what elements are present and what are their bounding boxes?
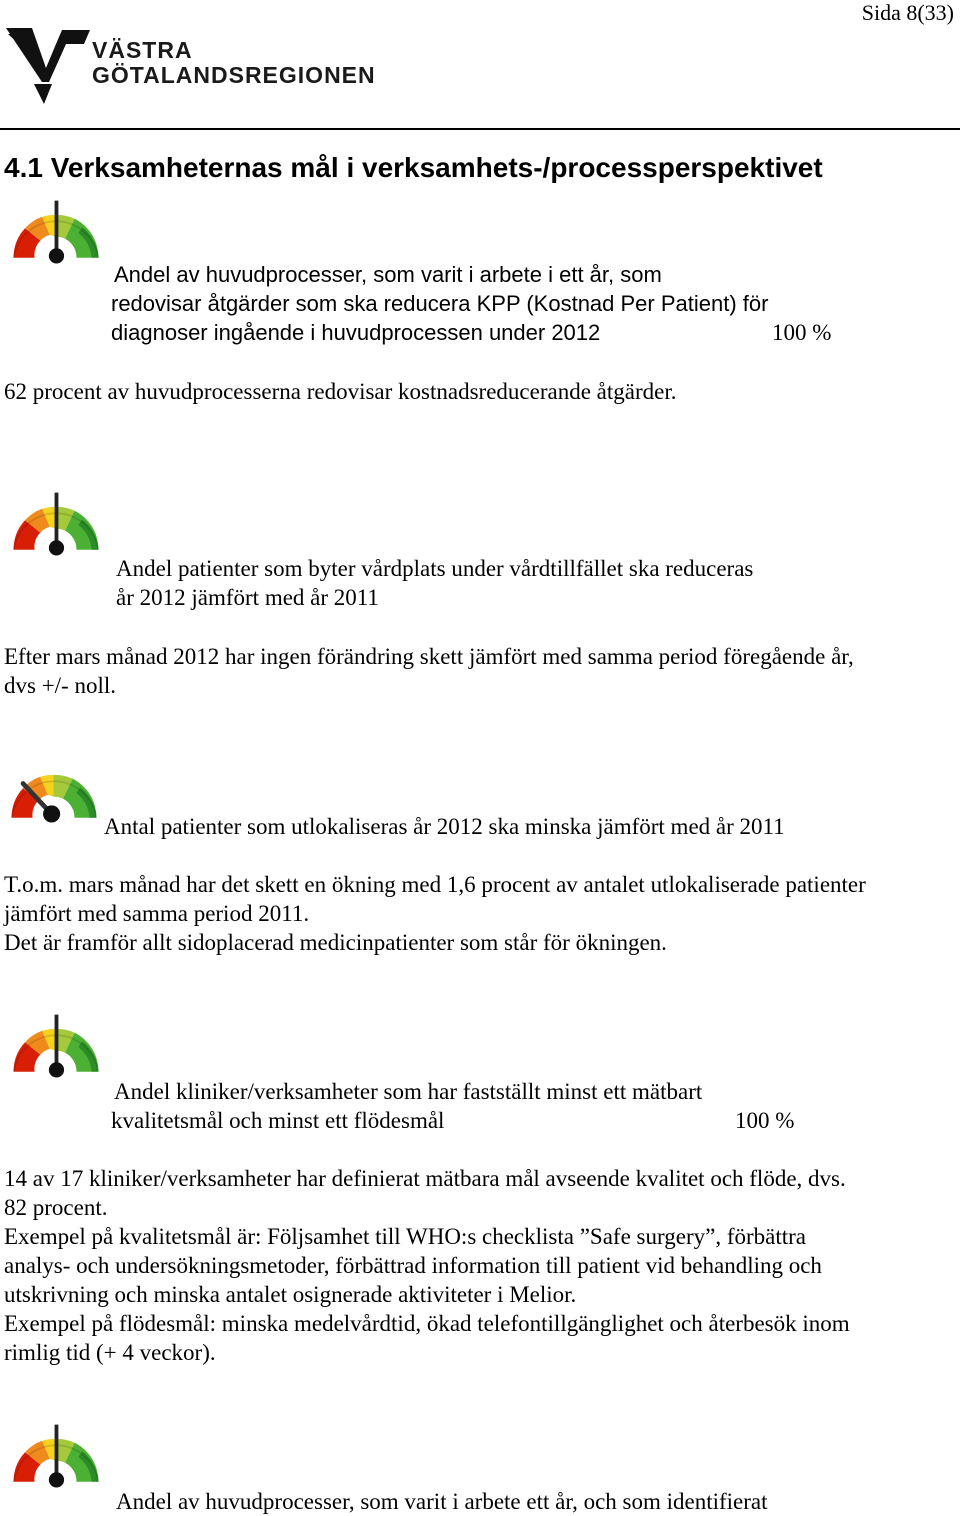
goal-1-target: 100 %: [772, 320, 832, 345]
gauge-target-met-icon: [6, 198, 106, 268]
goal-3-result-line-1: T.o.m. mars månad har det skett en ökning med 1,6 procent av antalet utlokaliserade patienter: [4, 872, 866, 897]
gauge-target-not-met-icon: [4, 758, 104, 828]
goal-2-result-line-1: Efter mars månad 2012 har ingen förändring skett jämfört med samma period föregående år,: [4, 644, 854, 669]
goal-4-result-line-5: utskrivning och minska antalet osignerade aktiviteter i Melior.: [4, 1282, 577, 1307]
goal-4-line-1: Andel kliniker/verksamheter som har fastställt minst ett mätbart: [114, 1079, 703, 1104]
goal-5-line-1: Andel av huvudprocesser, som varit i arbete ett år, och som identifierat: [116, 1489, 768, 1514]
goal-3-line-1: Antal patienter som utlokaliseras år 2012 ska minska jämfört med år 2011: [104, 814, 785, 839]
goal-2-line-2: år 2012 jämfört med år 2011: [116, 585, 379, 610]
goal-3-result-line-2: jämfört med samma period 2011.: [4, 901, 310, 926]
logo-emblem-icon: [4, 24, 94, 108]
goal-4-result-line-7: rimlig tid (+ 4 veckor).: [4, 1340, 216, 1365]
goal-3-result-line-3: Det är framför allt sidoplacerad medicinpatienter som står för ökningen.: [4, 930, 667, 955]
goal-4-result-line-2: 82 procent.: [4, 1195, 108, 1220]
gauge-target-met-icon: [6, 490, 106, 560]
goal-4-result-line-3: Exempel på kvalitetsmål är: Följsamhet till WHO:s checklista ”Safe surgery”, förbättra: [4, 1224, 806, 1249]
goal-1-line-1: Andel av huvudprocesser, som varit i arbete i ett år, som: [114, 262, 662, 287]
logo-wordmark: [92, 38, 376, 88]
goal-1-result-line-1: 62 procent av huvudprocesserna redovisar kostnadsreducerande åtgärder.: [4, 379, 677, 404]
goal-4-result-line-1: 14 av 17 kliniker/verksamheter har definierat mätbara mål avseende kvalitet och flöde, dvs.: [4, 1166, 846, 1191]
gauge-target-met-icon: [6, 1012, 106, 1082]
gauge-target-met-icon: [6, 1422, 106, 1492]
page-number: Sida 8(33): [861, 0, 954, 25]
goal-2-line-1: Andel patienter som byter vårdplats under vårdtillfället ska reduceras: [116, 556, 754, 581]
goal-2-result-line-2: dvs +/- noll.: [4, 673, 117, 698]
goal-4-target: 100 %: [735, 1108, 795, 1133]
goal-1-line-2: redovisar åtgärder som ska reducera KPP (Kostnad Per Patient) för: [111, 291, 769, 316]
logo-line-1: VÄSTRA: [92, 37, 193, 63]
section-heading: 4.1 Verksamheternas mål i verksamhets-/processperspektivet: [4, 152, 823, 183]
goal-1-line-3: diagnoser ingående i huvudprocessen under 2012: [111, 320, 601, 345]
goal-4-result-line-6: Exempel på flödesmål: minska medelvårdtid, ökad telefontillgänglighet och återbesök inom: [4, 1311, 850, 1336]
goal-4-line-2: kvalitetsmål och minst ett flödesmål: [111, 1108, 445, 1133]
logo-line-2: GÖTALANDSREGIONEN: [92, 62, 376, 88]
header-rule: [0, 128, 960, 130]
goal-4-result-line-4: analys- och undersökningsmetoder, förbättrad information till patient vid behandling och: [4, 1253, 822, 1278]
